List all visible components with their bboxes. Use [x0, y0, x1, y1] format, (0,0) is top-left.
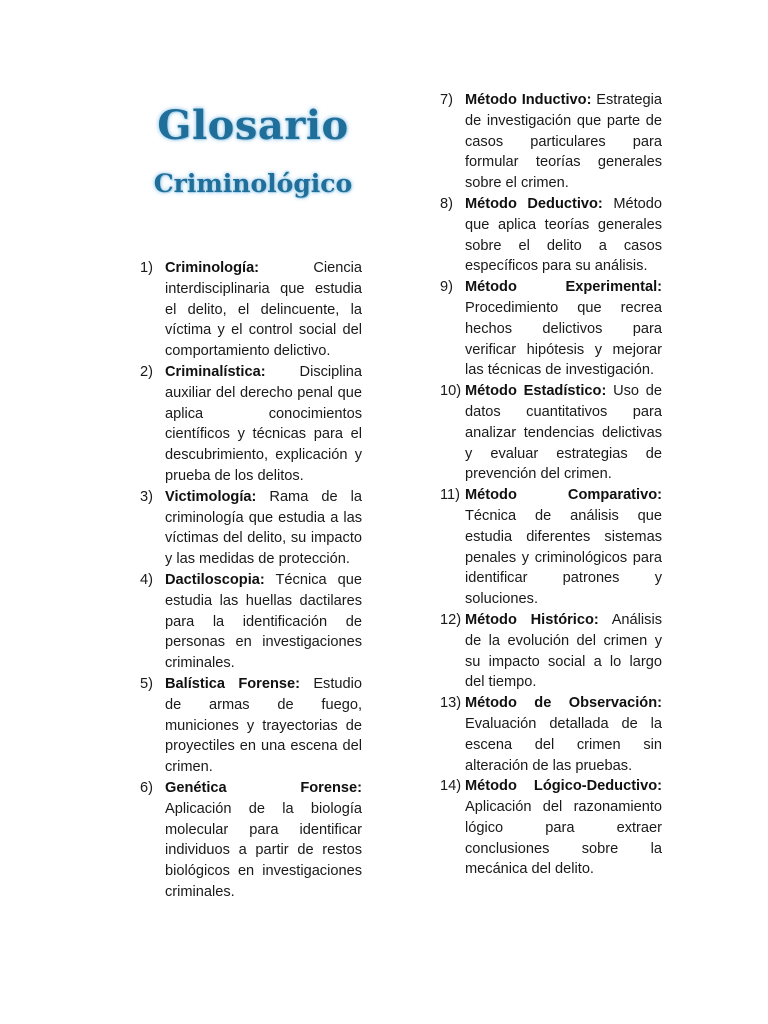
- glossary-entry-criminalistica: [140, 362, 362, 487]
- title-block: [140, 98, 366, 204]
- glossary-entry-metodo-historico: [440, 610, 662, 693]
- entry-definition: Técnica que estudia las huellas dactilares para la identificación de personas en investigaciones criminales.: [165, 571, 362, 672]
- entry-term: Dactiloscopia:: [165, 571, 265, 588]
- entry-number: 12): [440, 611, 462, 628]
- entry-definition: Aplicación de la biología molecular para identificar individuos a partir de restos biológicos en investigaciones criminales.: [165, 800, 362, 900]
- glossary-entry-dactiloscopia: [140, 570, 362, 674]
- entry-number: 2): [140, 363, 153, 380]
- glossary-entry-balistica-forense: [140, 674, 362, 778]
- entry-definition: Técnica de análisis que estudia diferentes sistemas penales y criminológicos para identificar patrones y soluciones.: [465, 507, 662, 608]
- glossary-entry-metodo-deductivo: [440, 194, 662, 277]
- entry-term: Victimología:: [165, 488, 257, 505]
- glossary-entry-metodo-observacion: [440, 693, 662, 776]
- entry-definition: Disciplina auxiliar del derecho penal que aplica conocimientos científicos y técnicas para el descubrimiento, explicación y prueba de los delitos.: [165, 363, 362, 484]
- glossary-entry-criminologia: [140, 258, 362, 362]
- glossary-entry-genetica-forense: [140, 778, 362, 903]
- entry-definition: Evaluación detallada de la escena del crimen sin alteración de las pruebas.: [465, 715, 662, 774]
- entry-number: 14): [440, 778, 462, 795]
- entry-term: Método Experimental:: [465, 279, 662, 296]
- entry-definition: Procedimiento que recrea hechos delictivos para verificar hipótesis y mejorar las técnicas de investigación.: [465, 299, 662, 379]
- entry-definition: Estrategia de investigación que parte de casos particulares para formular teorías generales sobre el crimen.: [465, 92, 662, 192]
- entry-definition: Método que aplica teorías generales sobre el delito a casos específicos para su análisis.: [465, 195, 662, 275]
- glossary-entry-metodo-comparativo: [440, 485, 662, 610]
- entry-term: Método Histórico:: [465, 611, 599, 628]
- entry-number: 1): [140, 260, 153, 276]
- entry-term: Método Lógico-Deductivo:: [465, 778, 662, 795]
- entry-number: 3): [140, 488, 153, 505]
- glossary-column-right: [440, 90, 662, 880]
- entry-term: Método de Observación:: [465, 695, 662, 712]
- entry-number: 7): [440, 92, 453, 108]
- entry-definition: Rama de la criminología que estudia a las víctimas del delito, su impacto y las medidas de protección.: [165, 488, 362, 568]
- entry-term: Criminología:: [165, 260, 260, 276]
- glossary-entry-metodo-experimental: [440, 277, 662, 381]
- entry-term: Método Deductivo:: [465, 195, 603, 212]
- entry-number: 5): [140, 675, 153, 692]
- entry-number: 13): [440, 695, 462, 712]
- entry-number: 9): [440, 279, 453, 296]
- entry-number: 8): [440, 195, 453, 212]
- entry-definition: Análisis de la evolución del crimen y su impacto social a lo largo del tiempo.: [465, 611, 662, 691]
- entry-term: Método Inductivo:: [465, 92, 592, 108]
- entry-term: Balística Forense:: [165, 675, 300, 692]
- glossary-entry-metodo-estadistico: [440, 381, 662, 485]
- entry-definition: Uso de datos cuantitativos para analizar tendencias delictivas y evaluar estrategias de prevención del crimen.: [465, 383, 662, 483]
- glossary-entry-metodo-logico-deductivo: [440, 776, 662, 880]
- glossary-column-left: [140, 258, 362, 903]
- entry-number: 4): [140, 571, 153, 588]
- entry-number: 10): [440, 383, 462, 400]
- entry-definition: Ciencia interdisciplinaria que estudia el delito, el delincuente, la víctima y el control social del comportamiento delictivo.: [165, 260, 362, 360]
- glossary-entry-metodo-inductivo: [440, 90, 662, 194]
- page-title: Glosario: [157, 102, 349, 149]
- glossary-entry-victimologia: [140, 487, 362, 570]
- entry-definition: Aplicación del razonamiento lógico para extraer conclusiones sobre la mecánica del delito.: [465, 799, 662, 878]
- entry-number: 6): [140, 779, 153, 796]
- entry-term: Criminalística:: [165, 363, 266, 380]
- entry-term: Método Estadístico:: [465, 383, 607, 400]
- entry-term: Genética Forense:: [165, 779, 362, 796]
- page-subtitle: Criminológico: [153, 169, 353, 198]
- entry-definition: Estudio de armas de fuego, municiones y trayectorias de proyectiles en una escena del crimen.: [165, 675, 362, 776]
- entry-term: Método Comparativo:: [465, 487, 662, 504]
- entry-number: 11): [440, 487, 461, 504]
